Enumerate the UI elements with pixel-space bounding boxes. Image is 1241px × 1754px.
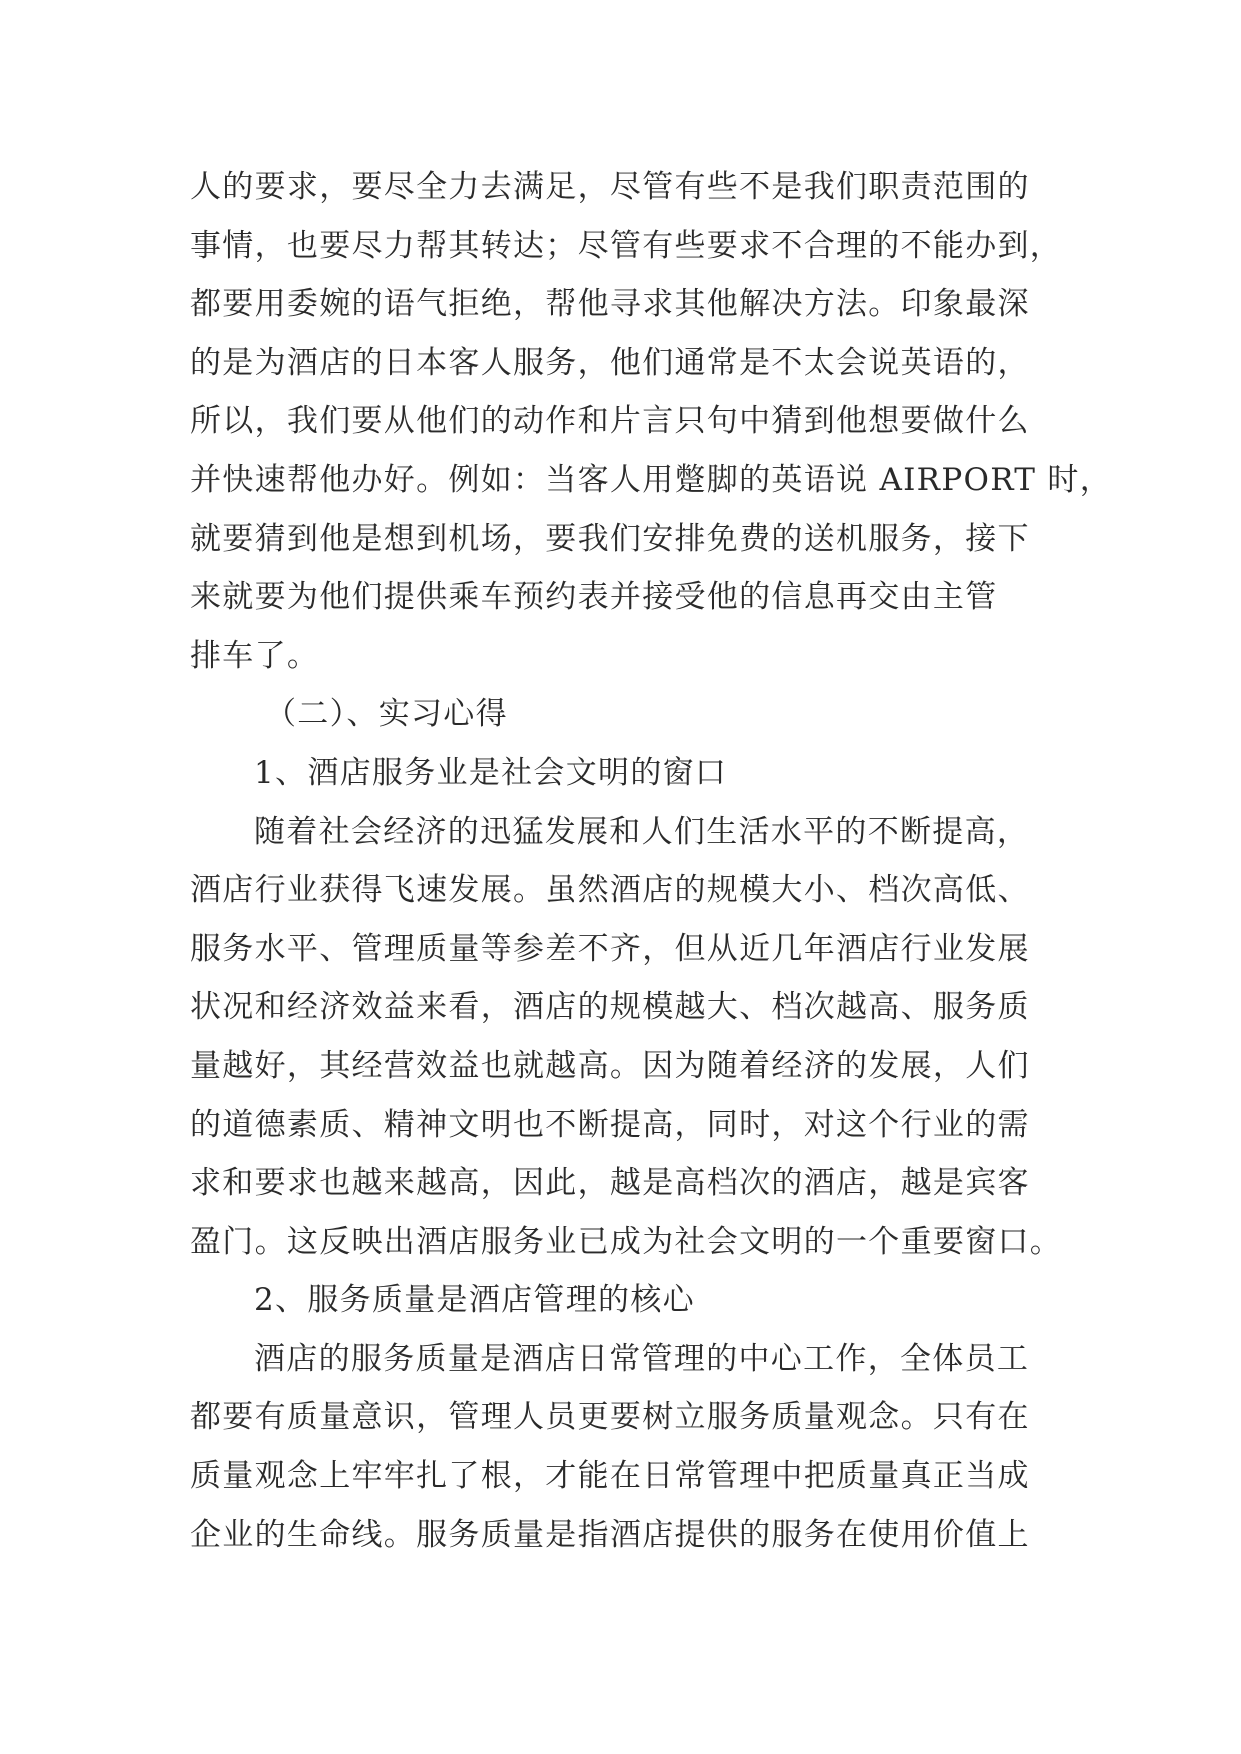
text-line: 的是为酒店的日本客人服务，他们通常是不太会说英语的， bbox=[190, 344, 1030, 381]
body-text bbox=[190, 158, 1113, 1564]
text-line: 求和要求也越来越高，因此，越是高档次的酒店，越是宾客 bbox=[190, 1165, 1030, 1202]
text-line: 服务水平、管理质量等参差不齐，但从近几年酒店行业发展 bbox=[190, 930, 1030, 967]
text-line: 质量观念上牢牢扎了根，才能在日常管理中把质量真正当成 bbox=[190, 1458, 1030, 1495]
subsection-heading: 1、酒店服务业是社会文明的窗口 bbox=[254, 754, 728, 791]
text-line: 来就要为他们提供乘车预约表并接受他的信息再交由主管 bbox=[190, 579, 998, 616]
text-line: 的道德素质、精神文明也不断提高，同时，对这个行业的需 bbox=[190, 1106, 1030, 1143]
text-line: 企业的生命线。服务质量是指酒店提供的服务在使用价值上 bbox=[190, 1516, 1030, 1553]
text-line: 酒店行业获得飞速发展。虽然酒店的规模大小、档次高低、 bbox=[190, 872, 1030, 909]
text-line: 状况和经济效益来看，酒店的规模越大、档次越高、服务质 bbox=[190, 989, 1030, 1026]
text-line: 事情，也要尽力帮其转达；尽管有些要求不合理的不能办到， bbox=[190, 227, 1063, 264]
text-line: 就要猜到他是想到机场，要我们安排免费的送机服务，接下 bbox=[190, 520, 1030, 557]
text-line: 都要有质量意识，管理人员更要树立服务质量观念。只有在 bbox=[190, 1399, 1030, 1436]
section-heading: （二）、实习心得 bbox=[265, 696, 508, 733]
text-line: 所以，我们要从他们的动作和片言只句中猜到他想要做什么 bbox=[190, 403, 1030, 440]
text-line: 都要用委婉的语气拒绝，帮他寻求其他解决方法。印象最深 bbox=[190, 286, 1030, 323]
text-line: 人的要求，要尽全力去满足，尽管有些不是我们职责范围的 bbox=[190, 169, 1030, 205]
text-line: 排车了。 bbox=[190, 637, 320, 674]
text-line: 盈门。这反映出酒店服务业已成为社会文明的一个重要窗口。 bbox=[190, 1223, 1063, 1260]
text-line: 随着社会经济的迅猛发展和人们生活水平的不断提高， bbox=[254, 813, 1030, 850]
subsection-heading: 2、服务质量是酒店管理的核心 bbox=[254, 1282, 695, 1319]
text-line: 并快速帮他办好。例如：当客人用蹩脚的英语说 AIRPORT 时， bbox=[190, 461, 1113, 498]
text-line: 量越好，其经营效益也就越高。因为随着经济的发展，人们 bbox=[190, 1047, 1030, 1084]
text-line: 酒店的服务质量是酒店日常管理的中心工作，全体员工 bbox=[254, 1340, 1030, 1377]
